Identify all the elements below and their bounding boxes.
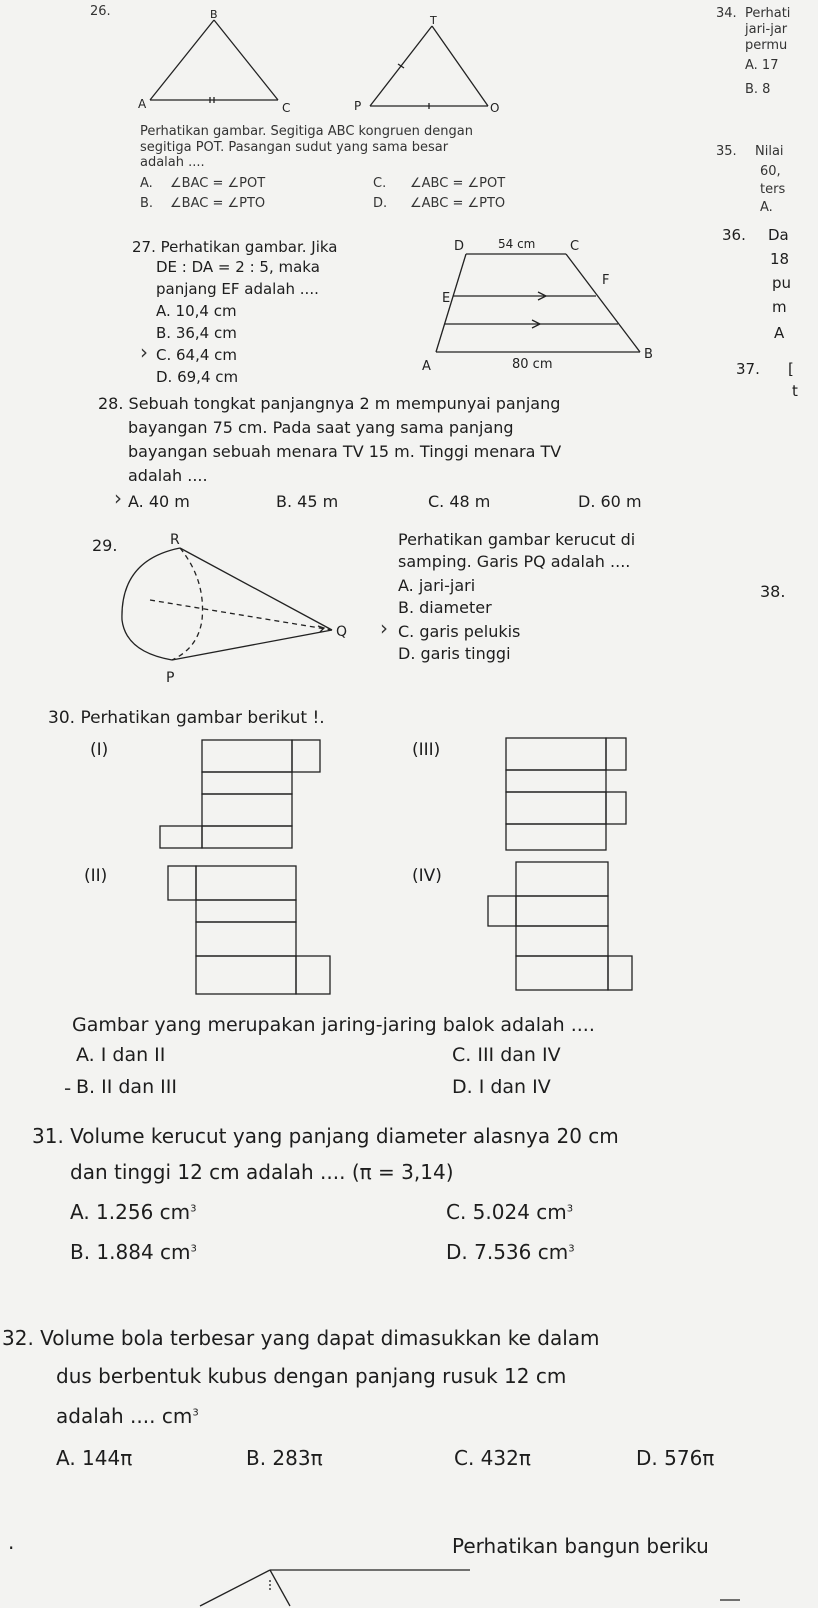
question-26-option-b: ∠BAC = ∠PTO xyxy=(170,196,266,211)
trapezoid-label-bottom: 80 cm xyxy=(512,357,553,372)
net-figure-3 xyxy=(500,738,630,858)
question-34-number: 34. xyxy=(716,6,737,21)
question-30-option-b: B. II dan III xyxy=(76,1076,177,1098)
triangle-abc-label-c: C xyxy=(282,101,291,115)
answer-mark-28: › xyxy=(114,486,122,510)
question-32-option-b: B. 283π xyxy=(246,1446,323,1470)
question-32-option-d: D. 576π xyxy=(636,1446,715,1470)
question-26-letter-a: A. xyxy=(140,176,153,191)
question-36-number: 36. xyxy=(722,226,746,244)
cone-label-r: R xyxy=(170,532,180,548)
answer-mark-29: › xyxy=(380,616,388,640)
question-31-number: 31. xyxy=(32,1124,64,1148)
question-31-option-c: C. 5.024 $cm^3$ xyxy=(446,1200,574,1224)
cone-label-q: Q xyxy=(336,624,348,640)
triangle-pot-label-p: P xyxy=(354,99,362,113)
net-figure-2 xyxy=(150,866,340,1006)
question-27-option-a: A. 10,4 cm xyxy=(156,302,237,320)
question-31-stem-line-2: dan tinggi 12 cm adalah .... (π = 3,14) xyxy=(70,1160,454,1184)
trapezoid-label-e: E xyxy=(442,291,451,306)
question-26-letter-b: B. xyxy=(140,196,154,211)
question-34-option-a: A. 17 xyxy=(745,58,779,73)
trapezoid-label-top: 54 cm xyxy=(498,237,536,251)
question-26-stem-line-1: Perhatikan gambar. Segitiga ABC kongruen dengan xyxy=(140,124,473,139)
question-28-number: 28. xyxy=(98,394,124,413)
question-31-stem-line-1: 31. Volume kerucut yang panjang diameter alasnya 20 cm xyxy=(32,1124,619,1148)
question-36-line-4: m xyxy=(772,298,787,316)
question-36-line-5: A xyxy=(774,324,785,342)
net-label-1: (I) xyxy=(90,740,109,760)
trapezoid-label-d: D xyxy=(454,239,465,254)
question-26-letter-c: C. xyxy=(373,176,387,191)
question-26-letter-d: D. xyxy=(373,196,388,211)
question-28-stem-line-3: bayangan sebuah menara TV 15 m. Tinggi menara TV xyxy=(128,442,562,461)
question-36-line-3: pu xyxy=(772,274,792,292)
question-30-option-d: D. I dan IV xyxy=(452,1076,551,1098)
question-37-line-2: t xyxy=(792,382,798,400)
question-29-option-c: C. garis pelukis xyxy=(398,622,521,641)
answer-mark-30: - xyxy=(64,1076,72,1100)
question-28-option-c: C. 48 m xyxy=(428,492,491,511)
question-28-stem-line-2: bayangan 75 cm. Pada saat yang sama panjang xyxy=(128,418,514,437)
question-27-option-b: B. 36,4 cm xyxy=(156,324,237,342)
question-33-figure xyxy=(140,1560,740,1608)
question-35-number: 35. xyxy=(716,144,737,159)
question-28-stem-line-4: adalah .... xyxy=(128,466,208,485)
question-26-option-d: ∠ABC = ∠PTO xyxy=(410,196,506,211)
question-37-number: 37. xyxy=(736,360,760,378)
question-36-line-1: Da xyxy=(768,226,789,244)
question-34-option-b: B. 8 xyxy=(745,82,771,97)
question-32-option-c: C. 432π xyxy=(454,1446,531,1470)
answer-mark-27: › xyxy=(140,340,148,364)
question-29-option-b: B. diameter xyxy=(398,598,492,617)
question-36-line-2: 18 xyxy=(770,250,790,268)
net-label-3: (III) xyxy=(412,740,441,760)
question-30-question: Gambar yang merupakan jaring-jaring balok adalah .... xyxy=(72,1014,595,1036)
question-29-number: 29. xyxy=(92,536,118,555)
question-26-stem-line-2: segitiga POT. Pasangan sudut yang sama besar xyxy=(140,140,449,155)
question-34-line-3: permu xyxy=(745,38,788,53)
question-27-stem-line-3: panjang EF adalah .... xyxy=(156,280,319,298)
triangle-abc-label-b: B xyxy=(210,8,218,21)
trapezoid-label-f: F xyxy=(602,273,610,288)
question-34-line-1: Perhati xyxy=(745,6,791,21)
question-35-line-2: 60, xyxy=(760,164,781,179)
question-33-stem: Perhatikan bangun beriku xyxy=(452,1534,709,1558)
question-30-option-a: A. I dan II xyxy=(76,1044,166,1066)
question-30-stem: 30. Perhatikan gambar berikut !. xyxy=(48,708,325,728)
question-27-stem-line-1: 27. Perhatikan gambar. Jika xyxy=(132,238,338,256)
triangle-abc-figure xyxy=(140,10,320,120)
question-26-option-c: ∠ABC = ∠POT xyxy=(410,176,506,191)
question-27-option-c: C. 64,4 cm xyxy=(156,346,238,364)
question-28-option-a: A. 40 m xyxy=(128,492,190,511)
question-30-number: 30. xyxy=(48,708,76,728)
net-label-2: (II) xyxy=(84,866,108,886)
question-26-number: 26. xyxy=(90,4,111,19)
question-29-option-d: D. garis tinggi xyxy=(398,644,511,663)
question-29-stem-line-1: Perhatikan gambar kerucut di xyxy=(398,530,636,549)
question-34-line-2: jari-jar xyxy=(745,22,788,37)
question-26-option-a: ∠BAC = ∠POT xyxy=(170,176,266,191)
question-27-number: 27. xyxy=(132,238,156,256)
triangle-pot-figure xyxy=(350,14,530,124)
triangle-abc-label-a: A xyxy=(138,97,147,111)
question-26-stem-line-3: adalah .... xyxy=(140,155,205,170)
question-32-option-a: A. 144π xyxy=(56,1446,133,1470)
trapezoid-label-c: C xyxy=(570,239,580,254)
question-32-stem-line-1: 32. Volume bola terbesar yang dapat dimasukkan ke dalam xyxy=(2,1326,600,1350)
trapezoid-figure xyxy=(420,236,660,376)
cone-label-p: P xyxy=(166,670,175,686)
net-label-4: (IV) xyxy=(412,866,442,886)
question-33-number: . xyxy=(8,1530,15,1554)
question-38-number: 38. xyxy=(760,582,786,601)
question-29-stem-line-2: samping. Garis PQ adalah .... xyxy=(398,552,631,571)
question-32-stem-line-3: adalah .... $cm^3$ xyxy=(56,1404,199,1428)
net-figure-1 xyxy=(150,740,340,860)
question-35-line-3: ters xyxy=(760,182,786,197)
net-figure-4 xyxy=(482,862,642,1002)
triangle-pot-label-t: T xyxy=(430,14,437,27)
question-35-line-4: A. xyxy=(760,200,773,215)
question-32-number: 32. xyxy=(2,1326,34,1350)
question-27-stem-line-2: DE : DA = 2 : 5, maka xyxy=(156,258,320,276)
cone-figure xyxy=(110,530,370,690)
trapezoid-label-a: A xyxy=(422,359,431,374)
question-27-option-d: D. 69,4 cm xyxy=(156,368,239,386)
question-30-option-c: C. III dan IV xyxy=(452,1044,561,1066)
question-31-option-b: B. 1.884 $cm^3$ xyxy=(70,1240,197,1264)
question-32-stem-line-2: dus berbentuk kubus dengan panjang rusuk 12 cm xyxy=(56,1364,567,1388)
question-28-option-b: B. 45 m xyxy=(276,492,339,511)
question-29-option-a: A. jari-jari xyxy=(398,576,476,595)
triangle-pot-label-o: O xyxy=(490,101,500,115)
question-28-option-d: D. 60 m xyxy=(578,492,642,511)
question-28-stem-line-1: 28. Sebuah tongkat panjangnya 2 m mempunyai panjang xyxy=(98,394,561,413)
question-31-option-d: D. 7.536 $cm^3$ xyxy=(446,1240,575,1264)
question-31-option-a: A. 1.256 $cm^3$ xyxy=(70,1200,197,1224)
question-35-line-1: Nilai xyxy=(755,144,784,159)
question-37-line-1: [ xyxy=(788,360,794,378)
trapezoid-label-b: B xyxy=(644,347,653,362)
